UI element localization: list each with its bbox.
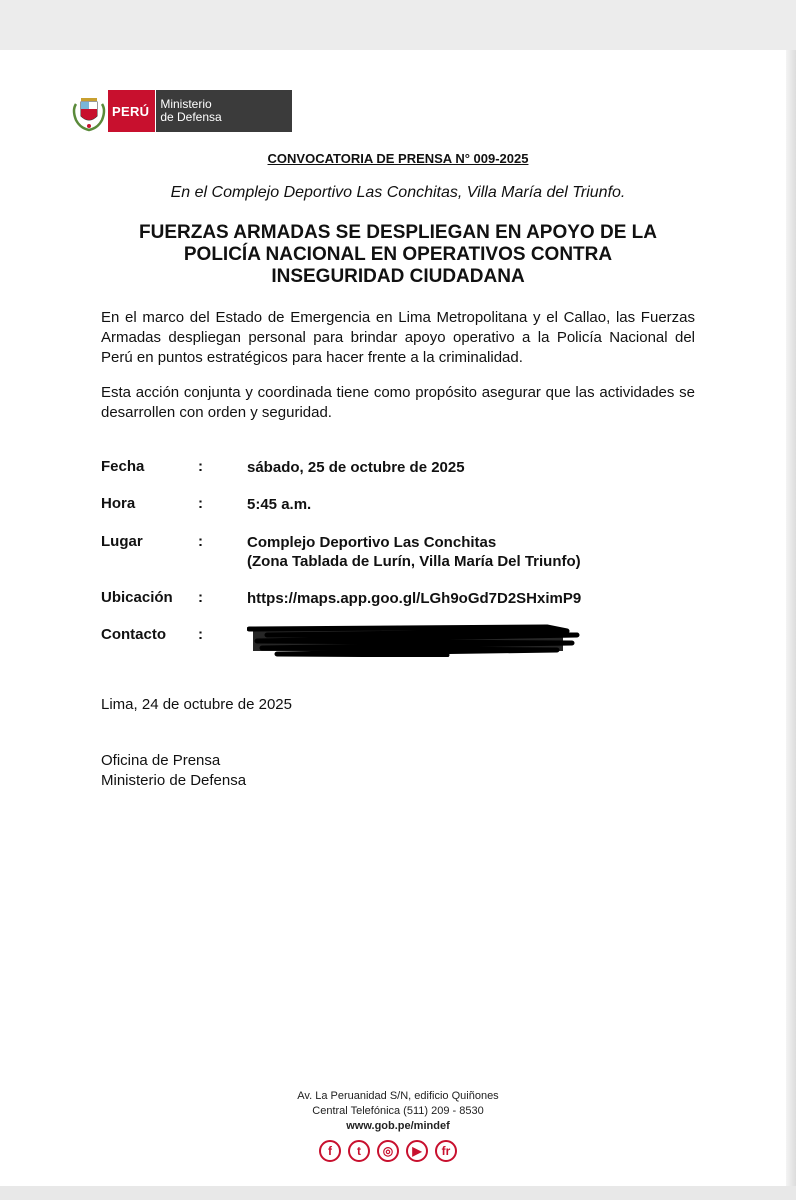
detail-label: Contacto [101, 626, 166, 643]
headline-line: INSEGURIDAD CIUDADANA [271, 266, 525, 287]
footer-address: Av. La Peruanidad S/N, edificio Quiñones [297, 1090, 499, 1102]
footer-website[interactable]: www.gob.pe/mindef [346, 1120, 450, 1132]
logo-ministry-name [155, 90, 292, 132]
detail-value [247, 533, 697, 571]
headline-line: POLICÍA NACIONAL EN OPERATIVOS CONTRA [183, 244, 613, 265]
document-subtitle: En el Complejo Deportivo Las Conchitas, Villa María del Triunfo. [170, 184, 626, 201]
footer-phone: Central Telefónica (511) 209 - 8530 [312, 1105, 484, 1117]
convocatoria-title: CONVOCATORIA DE PRENSA N° 009-2025 [267, 151, 529, 166]
detail-colon: : [198, 533, 203, 550]
headline-line: FUERZAS ARMADAS SE DESPLIEGAN EN APOYO DE LA [139, 222, 657, 243]
detail-colon: : [198, 458, 203, 475]
flickr-icon[interactable]: fr [435, 1140, 457, 1162]
body-paragraph: En el marco del Estado de Emergencia en Lima Metropolitana y el Callao, las Fuerzas Armadas despliegan personal para brindar apoyo operativo a la Policía Nacional del Perú en puntos estratégicos para hacer frente a la criminalidad. [101, 309, 695, 366]
office-name: Oficina de Prensa [101, 752, 221, 769]
signature-block [101, 751, 246, 791]
peru-coat-of-arms-icon [70, 90, 108, 132]
detail-label: Lugar [101, 533, 143, 550]
social-icons [319, 1140, 457, 1162]
detail-colon: : [198, 626, 203, 643]
youtube-icon[interactable]: ▶ [406, 1140, 428, 1162]
twitter-icon[interactable]: t [348, 1140, 370, 1162]
instagram-icon[interactable]: ◎ [377, 1140, 399, 1162]
ministry-logo [70, 90, 292, 132]
ministry-name: Ministerio de Defensa [101, 772, 247, 789]
redaction-scribble [247, 623, 582, 657]
detail-label: Hora [101, 495, 136, 512]
headline [100, 222, 696, 288]
detail-value: sábado, 25 de octubre de 2025 [247, 459, 465, 476]
lugar-line2: (Zona Tablada de Lurín, Villa María Del Triunfo) [247, 553, 581, 570]
page-bottom-band [0, 1186, 796, 1200]
logo-ministry-line1: Ministerio [160, 97, 212, 111]
detail-colon: : [198, 495, 203, 512]
detail-colon: : [198, 589, 203, 606]
lugar-line1: Complejo Deportivo Las Conchitas [247, 534, 497, 551]
footer [0, 1089, 796, 1134]
facebook-icon[interactable]: f [319, 1140, 341, 1162]
signing-date: Lima, 24 de octubre de 2025 [101, 696, 292, 713]
logo-ministry-line2: de Defensa [160, 110, 222, 124]
logo-country: PERÚ [108, 90, 155, 132]
page-edge [786, 50, 796, 1200]
map-link[interactable]: https://maps.app.goo.gl/LGh9oGd7D2SHximP9 [247, 590, 582, 607]
detail-value: 5:45 a.m. [247, 496, 312, 513]
detail-label: Ubicación [101, 589, 173, 606]
detail-label: Fecha [101, 458, 145, 475]
body-paragraph: Esta acción conjunta y coordinada tiene como propósito asegurar que las actividades se desarrollen con orden y seguridad. [101, 384, 695, 421]
